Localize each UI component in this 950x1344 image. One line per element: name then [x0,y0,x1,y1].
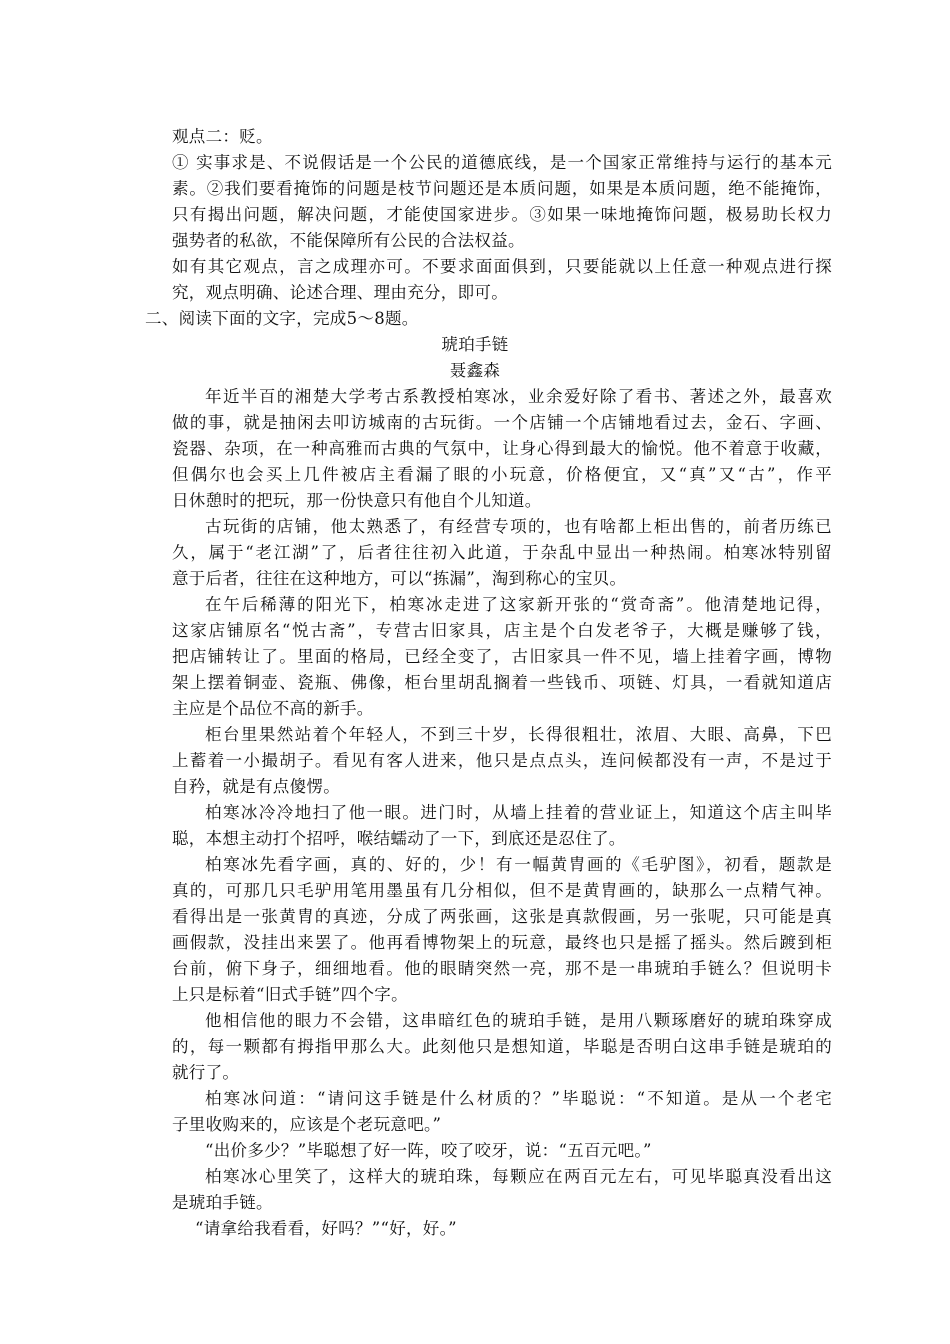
paragraph-line: 柏寒冰问道：“请问这手链是什么材质的？”毕聪说：“不知道。是从一个老宅 [205,1089,832,1108]
paragraph-line: 柏寒冰冷冷地扫了他一眼。进门时，从墙上挂着的营业证上，知道这个店主叫毕 [205,803,832,822]
paragraph-line: 意于后者，往往在这种地方，可以“拣漏”，淘到称心的宝贝。 [172,569,627,588]
paragraph-line: 古玩街的店铺，他太熟悉了，有经营专项的，也有啥都上柜出售的，前者历练已 [205,517,832,536]
paragraph-line: “出价多少？”毕聪想了好一阵，咬了咬牙，说：“五百元吧。” [205,1141,652,1160]
paragraph-line: 久，属于“老江湖”了，后者往往初入此道，于杂乱中显出一种热闹。柏寒冰特别留 [172,543,832,562]
paragraph-line: 上蓄着一小撮胡子。看见有客人进来，他只是点点头，连问候都没有一声，不是过于 [172,751,832,770]
paragraph-line: 就行了。 [172,1063,240,1082]
paragraph-line: 是琥珀手链。 [172,1193,273,1212]
story-title: 琥珀手链 [441,335,509,354]
paragraph-line: 柏寒冰先看字画，真的、好的，少！有一幅黄胄画的《毛驴图》，初看，题款是 [205,855,832,874]
paragraph-line: 台前，俯下身子，细细地看。他的眼睛突然一亮，那不是一串琥珀手链么？但说明卡 [172,959,832,978]
paragraph-line: 子里收购来的，应该是个老玩意吧。” [172,1115,442,1134]
story-author: 聂鑫森 [449,361,501,380]
paragraph-line: 年近半百的湘楚大学考古系教授柏寒冰，业余爱好除了看书、著述之外，最喜欢 [205,387,832,406]
paragraph-line: 柏寒冰心里笑了，这样大的琥珀珠，每颗应在两百元左右，可见毕聪真没看出这 [205,1167,832,1186]
paragraph-line: 柜台里果然站着个年轻人，不到三十岁，长得很粗壮，浓眉、大眼、高鼻，下巴 [205,725,832,744]
paragraph-line: “请拿给我看看，好吗？”“好，好。” [195,1219,457,1238]
paragraph-line: 画假款，没挂出来罢了。他再看博物架上的玩意，最终也只是摇了摇头。然后踱到柜 [172,933,832,952]
paragraph-line: 做的事，就是抽闲去叩访城南的古玩街。一个店铺一个店铺地看过去，金石、字画、 [172,413,832,432]
text-line: 强势者的私欲，不能保障所有公民的合法权益。 [172,231,525,250]
paragraph-line: 但偶尔也会买上几件被店主看漏了眼的小玩意，价格便宜，又“真”又“古”，作平 [172,465,832,484]
paragraph-line: 自矜，就是有点傻愣。 [172,777,340,796]
viewpoint-heading: 观点二：贬。 [172,127,273,146]
paragraph-line: 在午后稀薄的阳光下，柏寒冰走进了这家新开张的“赏奇斋”。他清楚地记得， [205,595,832,614]
paragraph-line: 真的，可那几只毛驴用笔用墨虽有几分相似，但不是黄胄画的，缺那么一点精气神。 [172,881,832,900]
paragraph-line: 瓷器、杂项，在一种高雅而古典的气氛中，让身心得到最大的愉悦。他不着意于收藏， [172,439,832,458]
paragraph-line: 主应是个品位不高的新手。 [172,699,374,718]
text-line: 究，观点明确、论述合理、理由充分，即可。 [172,283,508,302]
section-heading: 二、阅读下面的文字，完成5～8题。 [145,309,419,328]
paragraph-line: 日休憩时的把玩，那一份快意只有他自个儿知道。 [172,491,542,510]
paragraph-line: 上只是标着“旧式手链”四个字。 [172,985,408,1004]
text-line: ① 实事求是、不说假话是一个公民的道德底线，是一个国家正常维持与运行的基本元 [172,153,832,172]
paragraph-line: 把店铺转让了。里面的格局，已经全变了，古旧家具一件不见，墙上挂着字画，博物 [172,647,832,666]
paragraph-line: 这家店铺原名“悦古斋”，专营古旧家具，店主是个白发老爷子，大概是赚够了钱， [172,621,832,640]
text-line: 素。②我们要看掩饰的问题是枝节问题还是本质问题，如果是本质问题，绝不能掩饰， [172,179,832,198]
paragraph-line: 聪，本想主动打个招呼，喉结蠕动了一下，到底还是忍住了。 [172,829,626,848]
paragraph-line: 看得出是一张黄胄的真迹，分成了两张画，这张是真款假画，另一张呢，只可能是真 [172,907,832,926]
paragraph-line: 他相信他的眼力不会错，这串暗红色的琥珀手链，是用八颗琢磨好的琥珀珠穿成 [205,1011,832,1030]
text-line: 如有其它观点，言之成理亦可。不要求面面俱到，只要能就以上任意一种观点进行探 [172,257,832,276]
paragraph-line: 的，每一颗都有拇指甲那么大。此刻他只是想知道，毕聪是否明白这串手链是琥珀的 [172,1037,832,1056]
text-line: 只有揭出问题，解决问题，才能使国家进步。③如果一味地掩饰问题，极易助长权力 [172,205,832,224]
paragraph-line: 架上摆着铜壶、瓷瓶、佛像，柜台里胡乱搁着一些钱币、项链、灯具，一看就知道店 [172,673,832,692]
